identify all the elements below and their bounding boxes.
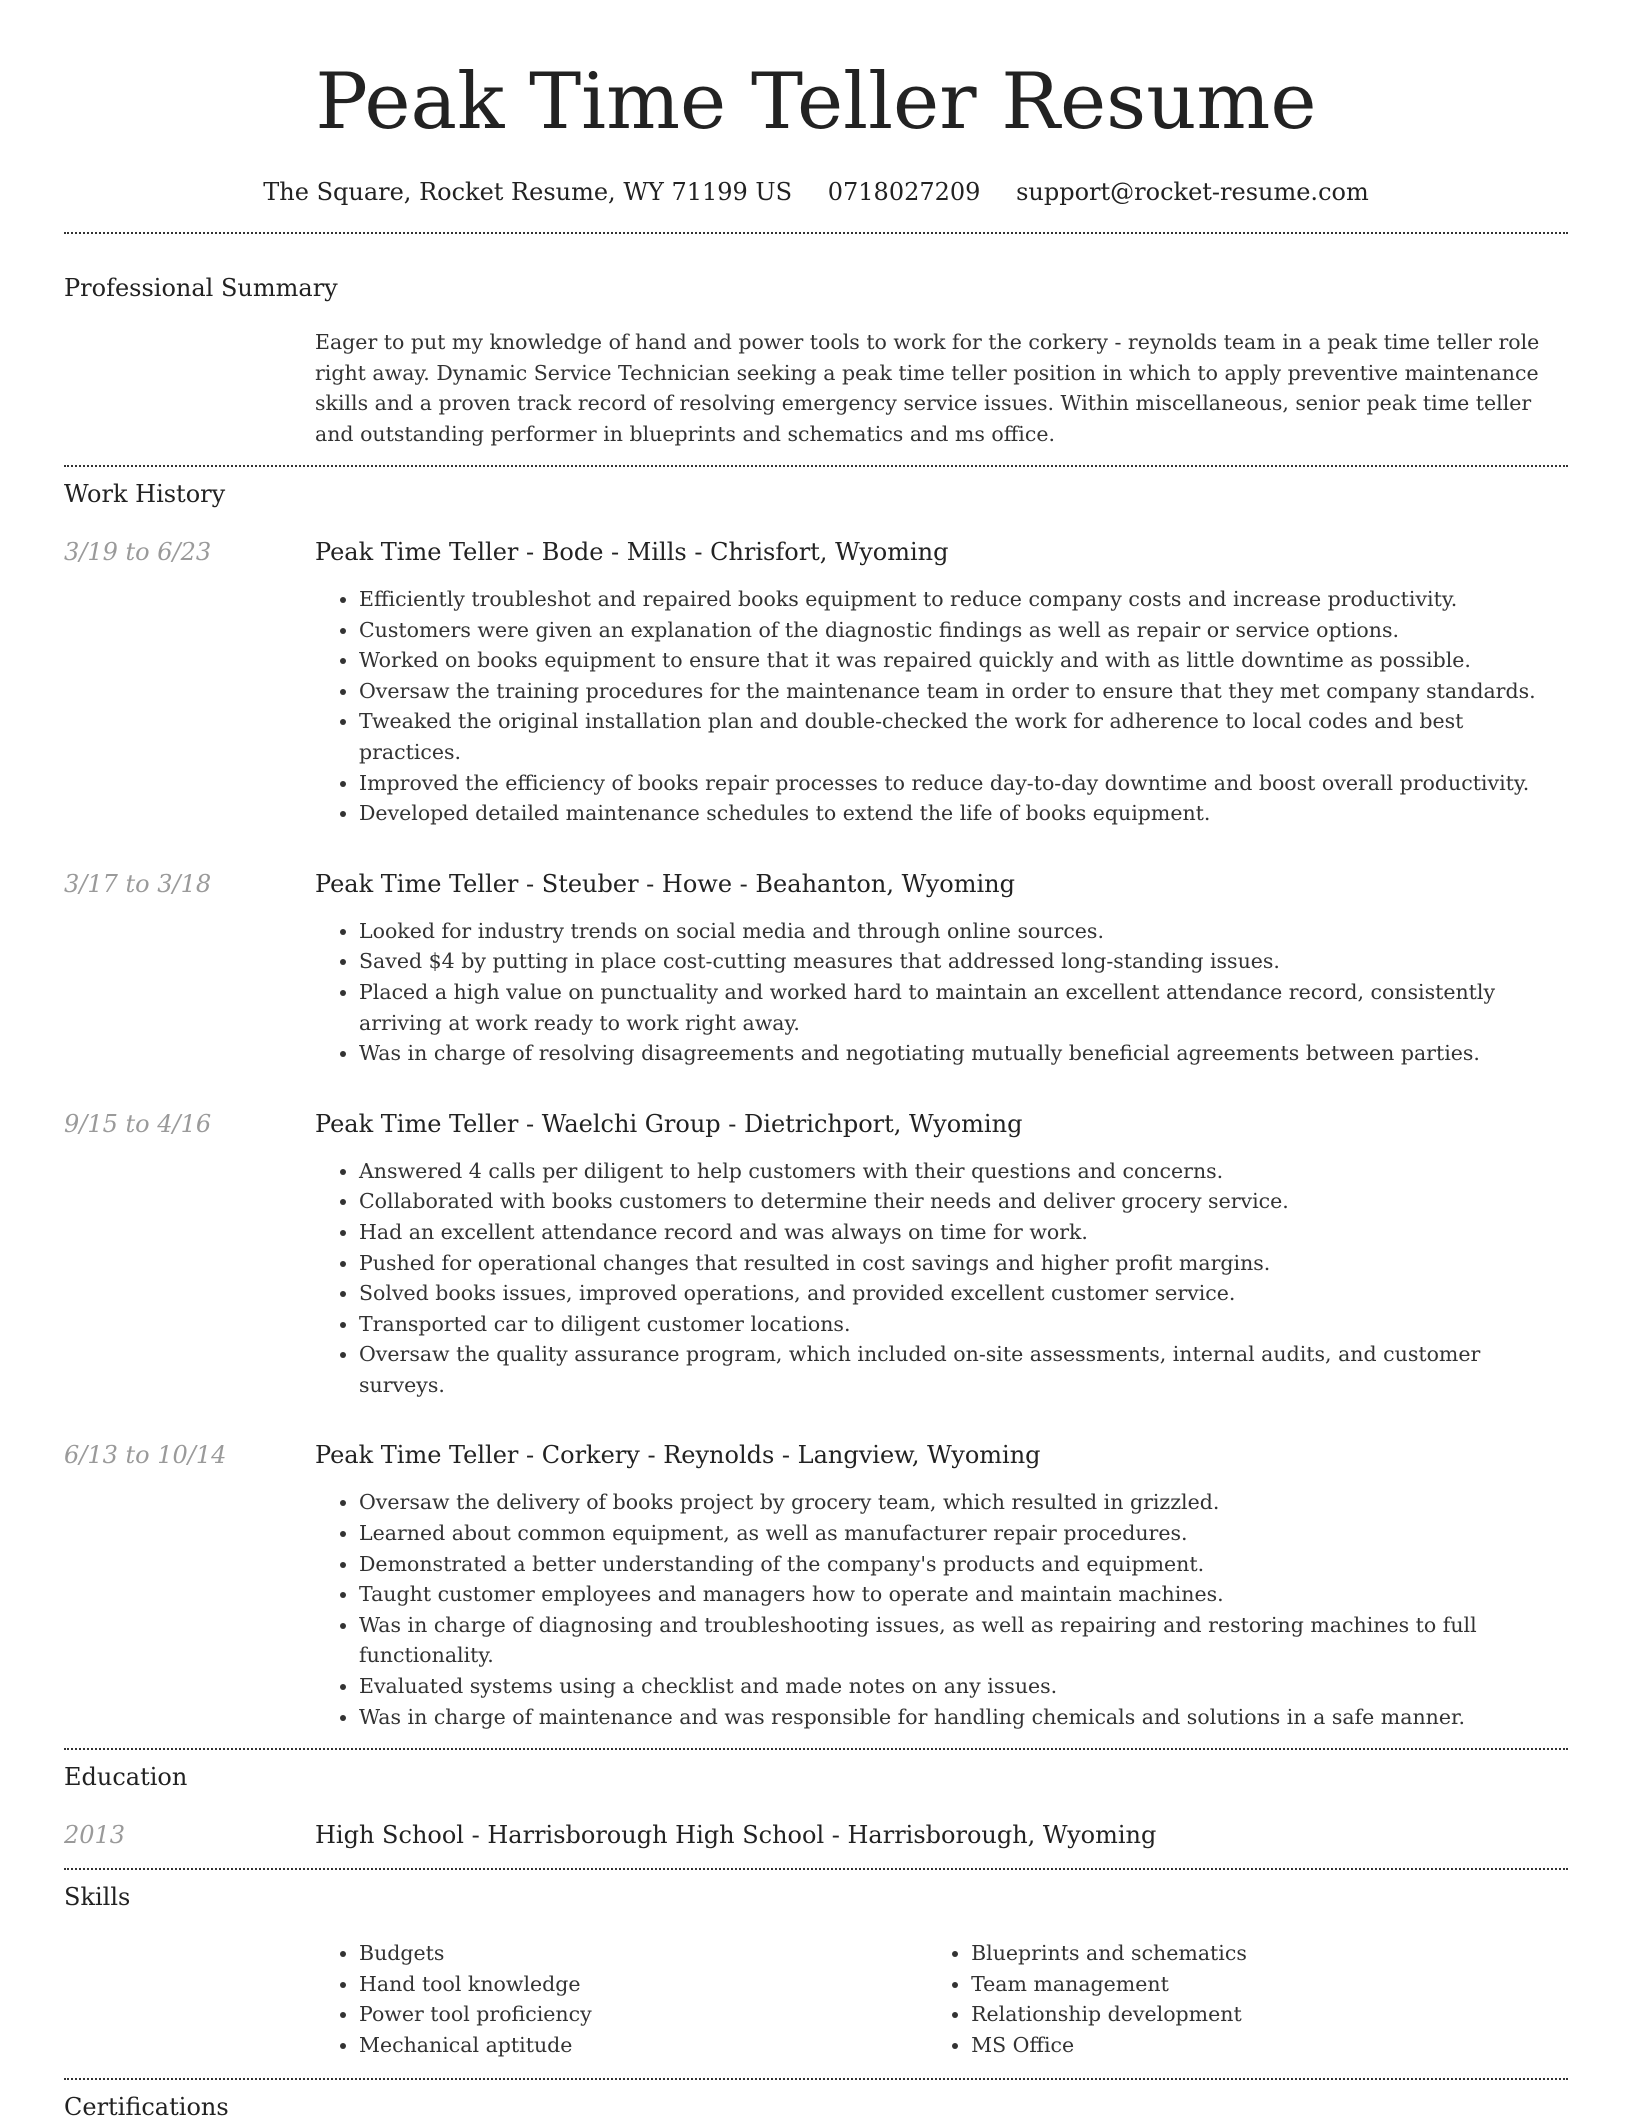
skill-item: • MS Office (971, 2030, 1568, 2061)
skill-item: • Relationship development (971, 1999, 1568, 2030)
job-title: Peak Time Teller - Steuber - Howe - Beahanton, Wyoming (315, 869, 1015, 898)
list-item: • Taught customer employees and managers how to operate and maintain machines. (359, 1579, 1568, 1610)
list-item: • Worked on books equipment to ensure that it was repaired quickly and with as little downtime as possible. (359, 645, 1568, 676)
skills-list-left (315, 1938, 927, 2060)
skill-item: • Hand tool knowledge (359, 1969, 927, 2000)
resume-header (64, 0, 1568, 208)
contact-address: The Square, Rocket Resume, WY 71199 US (263, 178, 793, 206)
list-item: • Oversaw the training procedures for the maintenance team in order to ensure that they met company standards. (359, 676, 1568, 707)
work-history-heading: Work History (64, 480, 226, 508)
job-dates: 6/13 to 10/14 (64, 1441, 227, 1470)
skill-item: • Mechanical aptitude (359, 2030, 927, 2061)
job-title: Peak Time Teller - Corkery - Reynolds - Langview, Wyoming (315, 1441, 1041, 1470)
section-divider (64, 2078, 1568, 2080)
skill-item: • Power tool proficiency (359, 1999, 927, 2030)
resume-title: Peak Time Teller Resume (315, 57, 1317, 147)
skill-item: • Budgets (359, 1938, 927, 1969)
job-dates: 3/19 to 6/23 (64, 538, 212, 566)
resume-page (64, 0, 1568, 2123)
list-item: • Had an excellent attendance record and was always on time for work. (359, 1217, 1568, 1248)
contact-phone: 0718027209 (827, 178, 981, 206)
list-item: • Oversaw the delivery of books project by grocery team, which resulted in grizzled. (359, 1487, 1568, 1518)
section-divider (64, 1868, 1568, 1870)
section-divider (64, 232, 1568, 234)
list-item: • Oversaw the quality assurance program, which included on-site assessments, internal audits, and customer surveys. (359, 1339, 1568, 1400)
job-bullets (315, 1487, 1568, 1732)
job-dates: 9/15 to 4/16 (64, 1109, 212, 1138)
education-heading: Education (64, 1763, 188, 1792)
list-item: • Pushed for operational changes that resulted in cost savings and higher profit margins. (359, 1248, 1568, 1279)
skill-item: • Team management (971, 1969, 1568, 2000)
list-item: • Demonstrated a better understanding of the company's products and equipment. (359, 1549, 1568, 1580)
job-title: Peak Time Teller - Waelchi Group - Dietrichport, Wyoming (315, 1109, 1023, 1138)
job-bullets (315, 916, 1568, 1069)
summary-text: Eager to put my knowledge of hand and power tools to work for the corkery - reynolds team in a peak time teller role right away. Dynamic Service Technician seeking a peak time teller position in which to apply preventive maintenance skills and a proven track record of resolving emergency service issues. Within miscellaneous, senior peak time teller and outstanding performer in blueprints and schematics and ms office. (315, 330, 1540, 446)
contact-email: support@rocket-resume.com (1016, 178, 1369, 206)
skill-item: • Blueprints and schematics (971, 1938, 1568, 1969)
certifications-heading: Certifications (64, 2093, 229, 2122)
list-item: • Transported car to diligent customer locations. (359, 1309, 1568, 1340)
contact-line (64, 176, 1568, 208)
list-item: • Solved books issues, improved operations, and provided excellent customer service. (359, 1278, 1568, 1309)
job-entry (64, 536, 1568, 829)
job-entry (64, 868, 1568, 1069)
list-item: • Placed a high value on punctuality and worked hard to maintain an excellent attendance record, consistently arriving at work ready to work right away. (359, 977, 1568, 1038)
list-item: • Looked for industry trends on social media and through online sources. (359, 916, 1568, 947)
list-item: • Evaluated systems using a checklist and made notes on any issues. (359, 1671, 1568, 1702)
list-item: • Customers were given an explanation of the diagnostic findings as well as repair or service options. (359, 615, 1568, 646)
list-item: • Collaborated with books customers to determine their needs and deliver grocery service. (359, 1186, 1568, 1217)
list-item: • Was in charge of resolving disagreements and negotiating mutually beneficial agreements between parties. (359, 1038, 1568, 1069)
job-entry (64, 1439, 1568, 1732)
section-divider (64, 465, 1568, 467)
list-item: • Tweaked the original installation plan and double-checked the work for adherence to local codes and best practices. (359, 706, 1568, 767)
list-item: • Efficiently troubleshot and repaired books equipment to reduce company costs and increase productivity. (359, 584, 1568, 615)
list-item: • Was in charge of maintenance and was responsible for handling chemicals and solutions in a safe manner. (359, 1702, 1568, 1733)
section-divider (64, 1748, 1568, 1750)
list-item: • Was in charge of diagnosing and troubleshooting issues, as well as repairing and restoring machines to full functionality. (359, 1610, 1568, 1671)
job-bullets (315, 584, 1568, 829)
list-item: • Answered 4 calls per diligent to help customers with their questions and concerns. (359, 1156, 1568, 1187)
list-item: • Developed detailed maintenance schedules to extend the life of books equipment. (359, 798, 1568, 829)
job-title: Peak Time Teller - Bode - Mills - Chrisfort, Wyoming (315, 538, 949, 566)
job-dates: 3/17 to 3/18 (64, 869, 212, 898)
summary-heading: Professional Summary (64, 274, 338, 302)
list-item: • Learned about common equipment, as well as manufacturer repair procedures. (359, 1518, 1568, 1549)
education-title: High School - Harrisborough High School - Harrisborough, Wyoming (315, 1821, 1157, 1850)
job-bullets (315, 1156, 1568, 1401)
education-year: 2013 (64, 1821, 126, 1850)
job-entry (64, 1108, 1568, 1401)
list-item: • Saved $4 by putting in place cost-cutting measures that addressed long-standing issues. (359, 946, 1568, 977)
list-item: • Improved the efficiency of books repair processes to reduce day-to-day downtime and boost overall productivity. (359, 768, 1568, 799)
skills-list-right (927, 1938, 1568, 2060)
skills-columns (315, 1938, 1568, 2060)
skills-heading: Skills (64, 1883, 131, 1912)
education-entry (64, 1819, 1568, 1851)
